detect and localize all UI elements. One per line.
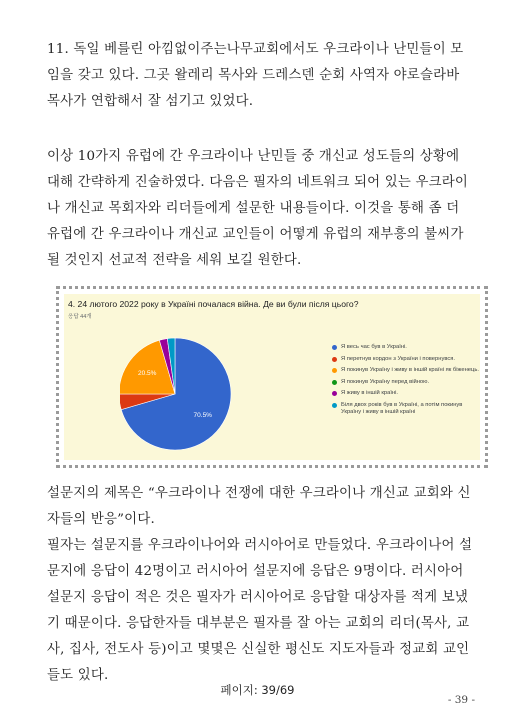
legend-label: Я весь час був в Україні. (341, 344, 407, 350)
text-line: 자들의 반응”이다. (47, 512, 155, 527)
legend-item (332, 356, 482, 364)
pie-data-label: 20.5% (138, 370, 157, 378)
chart-subtitle: 응답 44개 (68, 314, 92, 320)
pie-chart (120, 337, 270, 457)
paragraph-2 (47, 144, 475, 274)
text-line: 이상 10가지 유럽에 간 우크라이나 난민들 중 개신교 성도들의 상황에 (47, 149, 460, 164)
survey-chart-panel (64, 294, 480, 460)
chart-legend (332, 344, 482, 421)
legend-swatch (332, 403, 337, 408)
survey-chart-figure (56, 286, 488, 468)
legend-swatch (332, 391, 337, 396)
legend-label: Я покинув Україну перед війною. (341, 378, 430, 385)
chart-title: 4. 24 лютого 2022 року в Україні почалася війна. Де ви були після цього? (68, 299, 359, 309)
text-line: 문지에 응답이 42명이고 러시아어 설문지에 응답은 9명이다. 러시아어 (47, 564, 464, 579)
legend-item (332, 390, 482, 398)
legend-swatch (332, 368, 337, 373)
page-number: - 39 - (447, 694, 475, 706)
legend-swatch (332, 357, 337, 362)
text-line: 나 개신교 목회자와 리더들에게 설문한 내용들이다. 이것을 통해 좀 더 (47, 201, 460, 216)
text-line: 임을 갖고 있다. 그곳 왈레리 목사와 드레스덴 순회 사역자 야로슬라바 (47, 68, 460, 83)
text-line: 유럽에 간 우크라이나 개신교 교인들이 어떻게 유럽의 재부흥의 불씨가 (47, 227, 464, 242)
legend-label: Я покинув Україну і живу в іншій країні як біженець. (341, 367, 479, 373)
legend-item (332, 402, 482, 417)
legend-swatch (332, 345, 337, 350)
legend-item (332, 367, 482, 375)
paragraph-1 (47, 37, 475, 115)
text-line: 목사가 연합해서 잘 섬기고 있었다. (47, 94, 254, 109)
text-line: 대해 간략하게 진술하였다. 다음은 필자의 네트워크 되어 있는 우크라이 (47, 175, 469, 190)
pie-data-label: 70.5% (193, 411, 212, 419)
text-line: 사, 집사, 전도사 등)이고 몇몇은 신실한 평신도 지도자들과 정교회 교인 (47, 642, 470, 657)
legend-label: Я живу в іншій країні. (341, 390, 399, 396)
text-line: 들도 있다. (47, 668, 109, 683)
legend-label: Я перетнув кордон з України і повернувся. (341, 355, 456, 362)
text-line: 필자는 설문지를 우크라이나어와 러시아어로 만들었다. 우크라이나어 설 (47, 538, 473, 553)
text-line: 11. 독일 베를린 아낌없이주는나무교회에서도 우크라이나 난민들이 모 (47, 42, 464, 57)
page-footer-label: 페이지: 39/69 (220, 683, 295, 697)
legend-label: Біля двох років був в Україні, а потім покинув Україну і живу в іншій країні (341, 401, 463, 415)
legend-swatch (332, 380, 337, 385)
paragraph-3 (47, 481, 475, 689)
text-line: 설문지 응답이 적은 것은 필자가 러시아어로 응답할 대상자를 적게 보냈 (47, 590, 469, 605)
legend-item (332, 379, 482, 387)
legend-item (332, 344, 482, 352)
text-line: 될 것인지 선교적 전략을 세워 보길 원한다. (47, 253, 302, 268)
text-line: 기 때문이다. 응답한자들 대부분은 필자를 잘 아는 교회의 리더(목사, 교 (47, 616, 470, 631)
text-line: 설문지의 제목은 “우크라이나 전쟁에 대한 우크라이나 개신교 교회와 신 (47, 486, 471, 501)
